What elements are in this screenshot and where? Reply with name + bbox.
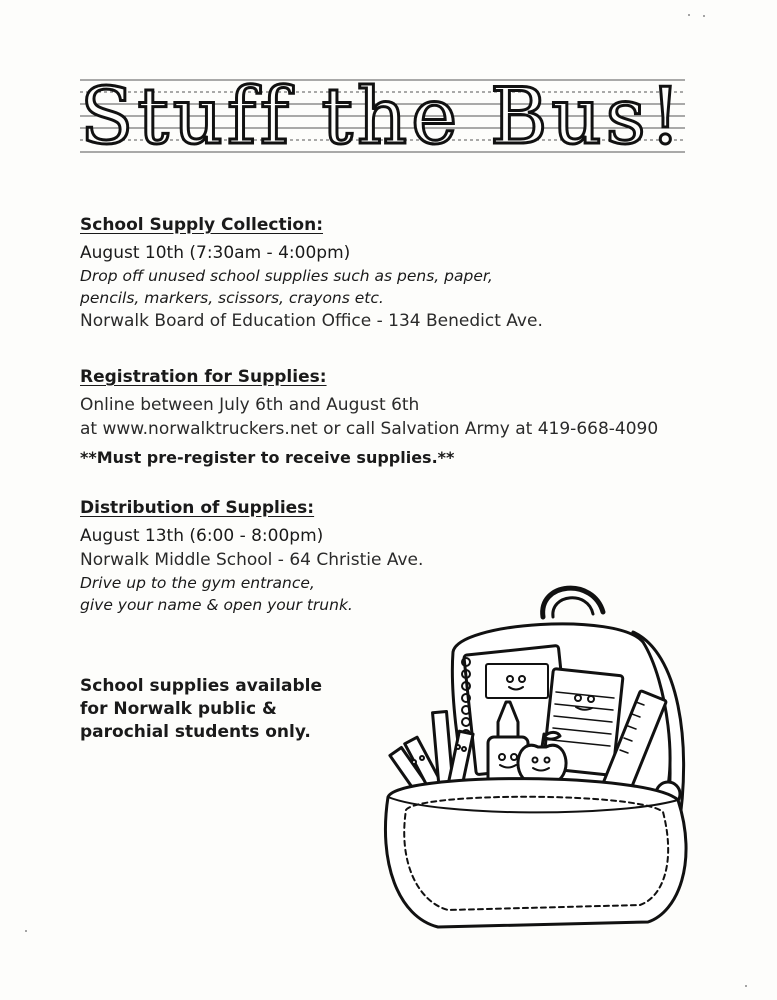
scan-speck [25, 930, 27, 932]
distribution-date: August 13th (6:00 - 8:00pm) [80, 526, 324, 546]
distribution-section [80, 497, 423, 616]
collection-heading: School Supply Collection: [80, 215, 323, 235]
collection-desc-line1: Drop off unused school supplies such as pens, paper, [80, 267, 493, 285]
distribution-instr-line1: Drive up to the gym entrance, [80, 574, 315, 592]
scan-speck [703, 15, 705, 17]
eligibility-line3: parochial students only. [80, 722, 311, 742]
registration-heading: Registration for Supplies: [80, 367, 327, 387]
collection-desc-line2: pencils, markers, scissors, crayons etc. [80, 289, 384, 307]
eligibility-note [80, 675, 322, 744]
scan-speck [688, 14, 690, 16]
title-banner [80, 70, 685, 165]
eligibility-line2: for Norwalk public & [80, 699, 277, 719]
distribution-location: Norwalk Middle School - 64 Christie Ave. [80, 550, 424, 570]
collection-location: Norwalk Board of Education Office - 134 Benedict Ave. [80, 311, 543, 331]
registration-line2: at www.norwalktruckers.net or call Salvation Army at 419-668-4090 [80, 419, 659, 439]
collection-section [80, 214, 543, 333]
eligibility-line1: School supplies available [80, 676, 322, 696]
backpack-icon [378, 572, 708, 937]
distribution-instr-line2: give your name & open your trunk. [80, 596, 353, 614]
registration-section [80, 366, 658, 470]
collection-date: August 10th (7:30am - 4:00pm) [80, 243, 351, 263]
distribution-heading: Distribution of Supplies: [80, 498, 315, 518]
registration-note: **Must pre-register to receive supplies.** [80, 448, 455, 467]
scan-speck [745, 985, 747, 987]
page-title: Stuff the Bus! [80, 72, 686, 162]
registration-line1: Online between July 6th and August 6th [80, 395, 420, 415]
